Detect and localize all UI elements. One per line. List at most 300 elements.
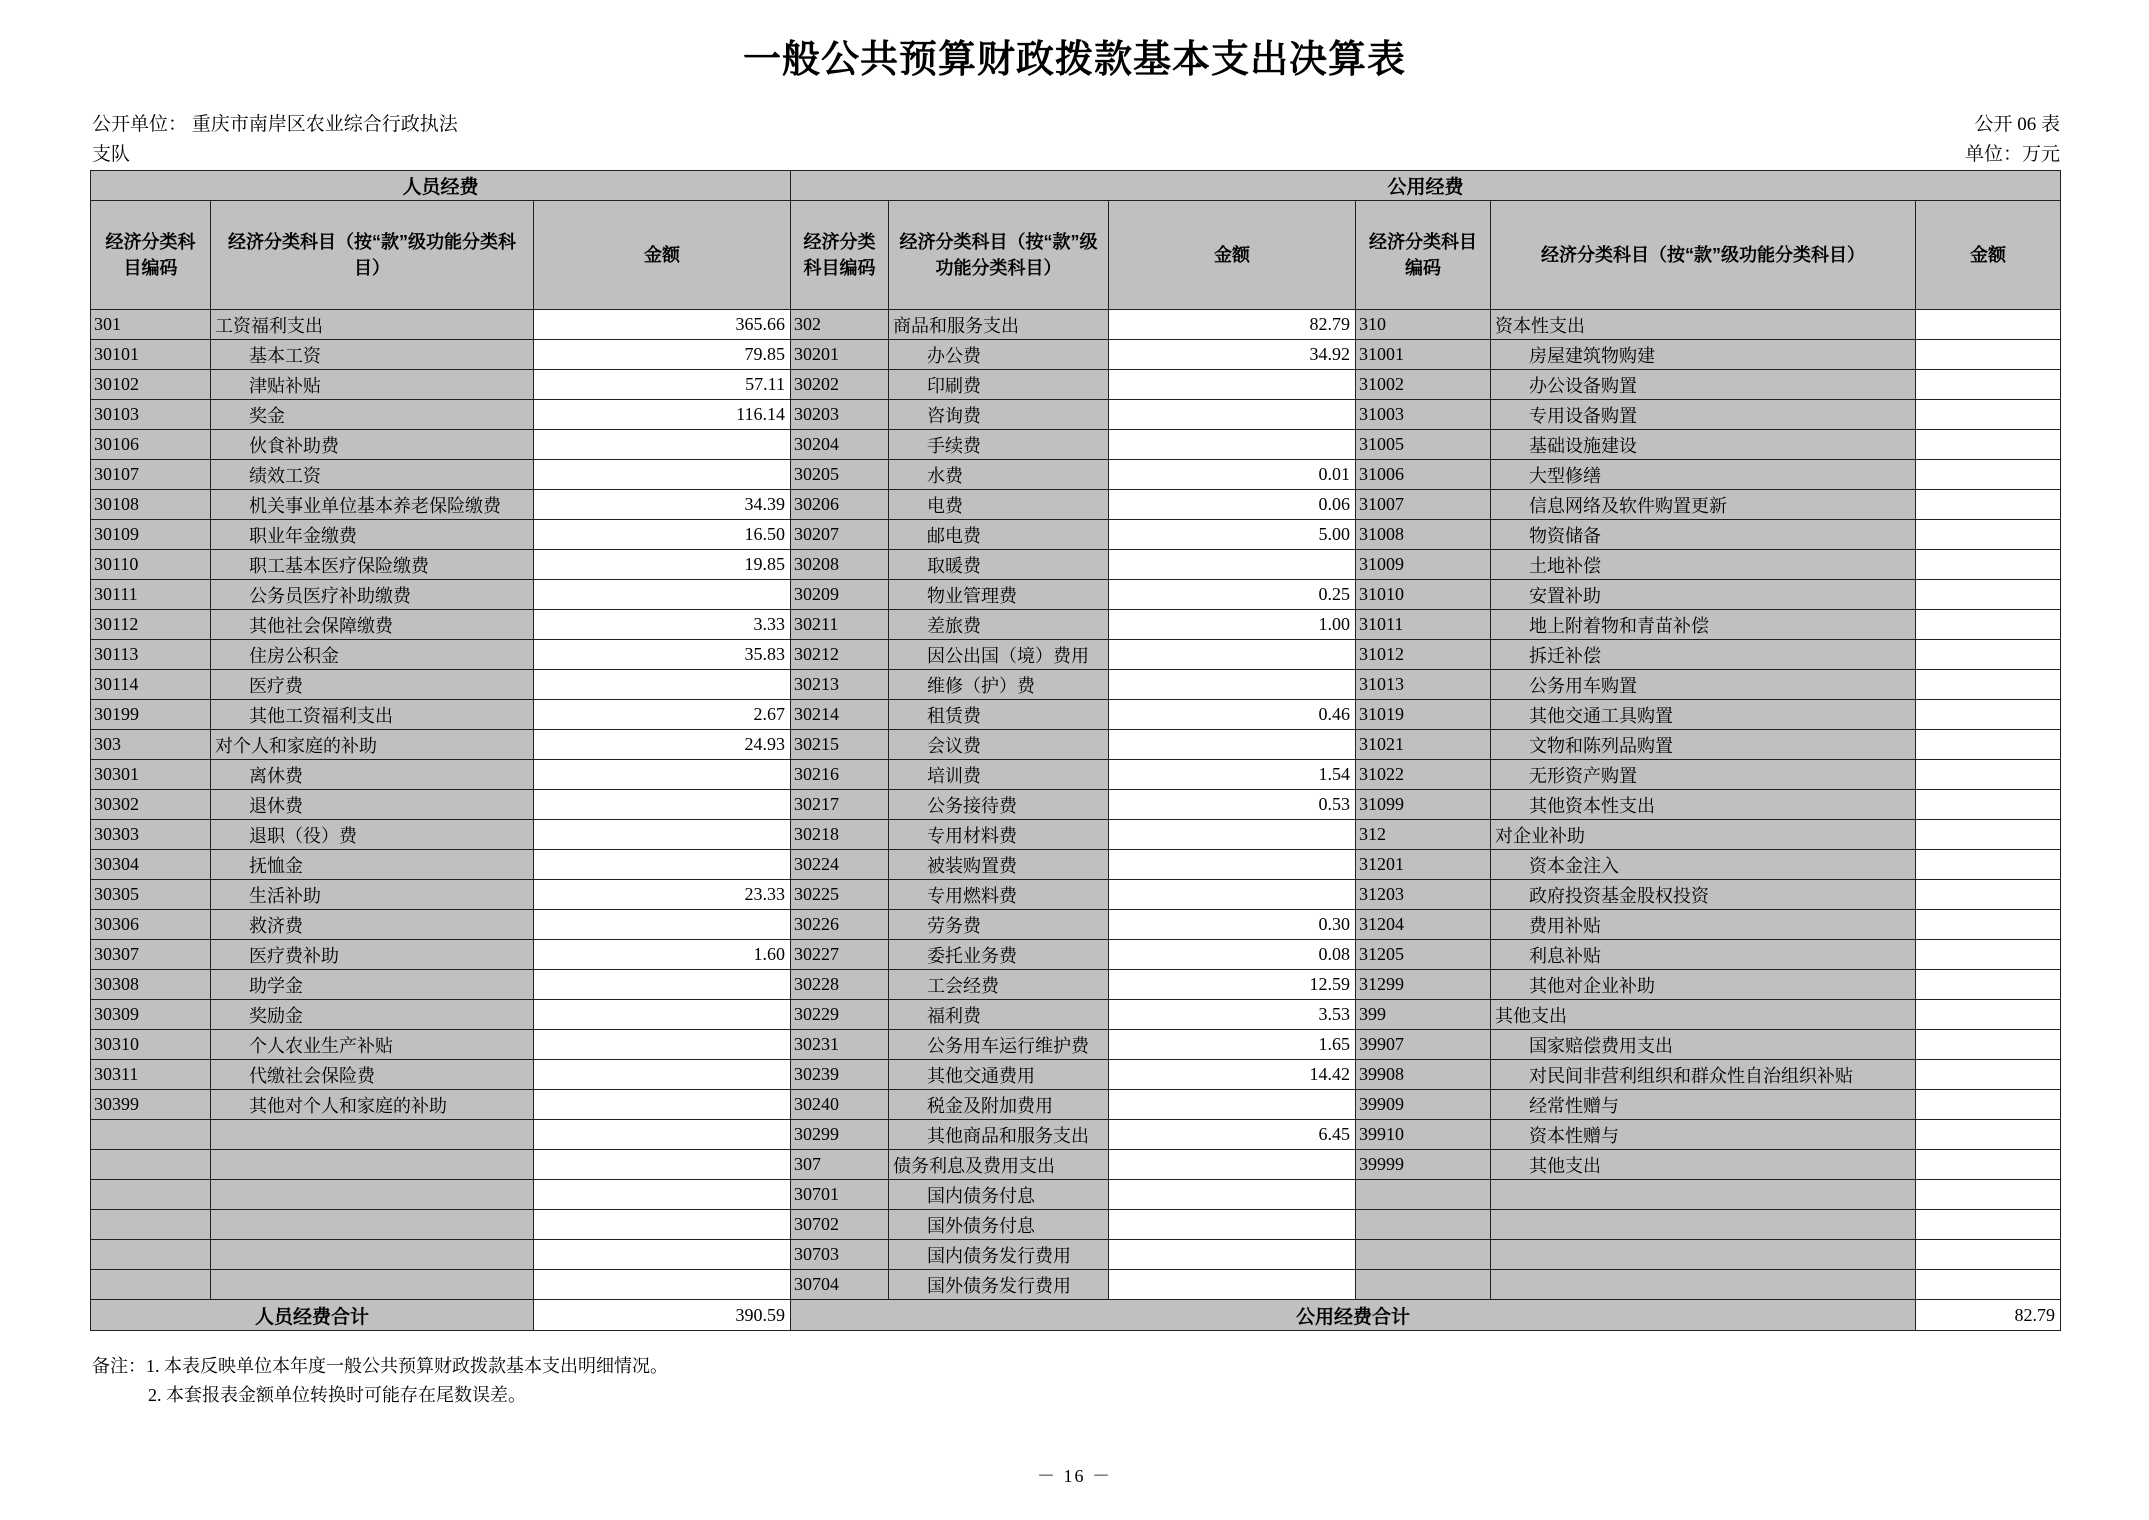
subject-cell: 土地补偿: [1491, 550, 1916, 580]
subject-cell: 其他交通费用: [889, 1060, 1109, 1090]
subject-cell: 税金及附加费用: [889, 1090, 1109, 1120]
code-cell: 30106: [91, 430, 211, 460]
code-cell: 30112: [91, 610, 211, 640]
amount-cell: [534, 910, 791, 940]
subject-cell: 助学金: [211, 970, 534, 1000]
subject-cell: 抚恤金: [211, 850, 534, 880]
subject-cell: 医疗费: [211, 670, 534, 700]
code-cell: 30701: [791, 1180, 889, 1210]
table-row: [91, 610, 2061, 640]
table-row: [91, 700, 2061, 730]
code-cell: 31013: [1356, 670, 1491, 700]
amount-cell: [1916, 700, 2061, 730]
footnote-1: 备注：1. 本表反映单位本年度一般公共预算财政拨款基本支出明细情况。: [92, 1356, 668, 1376]
col-header-subject-2: 经济分类科目（按“款”级功能分类科目）: [889, 201, 1109, 310]
amount-cell: [534, 1030, 791, 1060]
totals-row: [91, 1300, 2061, 1331]
amount-cell: 0.08: [1109, 940, 1356, 970]
subject-cell: 被装购置费: [889, 850, 1109, 880]
code-cell: 30301: [91, 760, 211, 790]
code-cell: 30204: [791, 430, 889, 460]
code-cell: 39910: [1356, 1120, 1491, 1150]
subject-cell: 个人农业生产补贴: [211, 1030, 534, 1060]
subject-cell: 培训费: [889, 760, 1109, 790]
code-cell: 30299: [791, 1120, 889, 1150]
code-cell: 312: [1356, 820, 1491, 850]
subject-cell: [211, 1240, 534, 1270]
code-cell: 30218: [791, 820, 889, 850]
amount-cell: 5.00: [1109, 520, 1356, 550]
amount-cell: [1916, 1120, 2061, 1150]
subject-cell: 其他社会保障缴费: [211, 610, 534, 640]
subject-cell: [211, 1210, 534, 1240]
code-cell: 39907: [1356, 1030, 1491, 1060]
amount-cell: [1916, 670, 2061, 700]
subject-cell: 对企业补助: [1491, 820, 1916, 850]
code-cell: 31006: [1356, 460, 1491, 490]
subject-cell: 租赁费: [889, 700, 1109, 730]
subject-cell: 办公费: [889, 340, 1109, 370]
amount-cell: 116.14: [534, 400, 791, 430]
code-cell: 39999: [1356, 1150, 1491, 1180]
amount-cell: [1916, 1060, 2061, 1090]
amount-cell: [1109, 850, 1356, 880]
code-cell: 31099: [1356, 790, 1491, 820]
amount-cell: [1109, 370, 1356, 400]
subject-cell: 办公设备购置: [1491, 370, 1916, 400]
col-header-code-2: 经济分类科目编码: [791, 201, 889, 310]
subject-cell: [211, 1270, 534, 1300]
code-cell: 303: [91, 730, 211, 760]
budget-table: [90, 170, 2061, 1331]
amount-cell: [534, 970, 791, 1000]
code-cell: 30308: [91, 970, 211, 1000]
code-cell: 30202: [791, 370, 889, 400]
budget-table-wrapper: [90, 170, 2061, 1331]
subject-cell: [211, 1180, 534, 1210]
amount-cell: [1916, 550, 2061, 580]
amount-cell: [1916, 1270, 2061, 1300]
code-cell: [1356, 1210, 1491, 1240]
code-cell: 31204: [1356, 910, 1491, 940]
table-row: [91, 430, 2061, 460]
table-row: [91, 790, 2061, 820]
section-personnel: 人员经费: [91, 171, 791, 201]
meta-publish-unit: [92, 110, 458, 170]
amount-cell: [1916, 460, 2061, 490]
code-cell: 30309: [91, 1000, 211, 1030]
code-cell: [91, 1150, 211, 1180]
amount-cell: [1916, 610, 2061, 640]
table-row: [91, 1240, 2061, 1270]
amount-cell: [534, 820, 791, 850]
amount-cell: [1916, 1000, 2061, 1030]
amount-cell: [1916, 520, 2061, 550]
code-cell: [1356, 1240, 1491, 1270]
code-cell: 31003: [1356, 400, 1491, 430]
subject-cell: 生活补助: [211, 880, 534, 910]
table-row: [91, 910, 2061, 940]
code-cell: 30305: [91, 880, 211, 910]
code-cell: 30228: [791, 970, 889, 1000]
code-cell: 30103: [91, 400, 211, 430]
col-header-code-3: 经济分类科目编码: [1356, 201, 1491, 310]
subject-cell: 劳务费: [889, 910, 1109, 940]
publish-unit-line2: 支队: [92, 144, 131, 165]
subject-cell: 工资福利支出: [211, 310, 534, 340]
amount-cell: 1.00: [1109, 610, 1356, 640]
subject-cell: 因公出国（境）费用: [889, 640, 1109, 670]
subject-cell: [1491, 1240, 1916, 1270]
amount-cell: [534, 790, 791, 820]
code-cell: 30226: [791, 910, 889, 940]
amount-cell: [1109, 640, 1356, 670]
subject-cell: 福利费: [889, 1000, 1109, 1030]
section-header-row: [91, 171, 2061, 201]
code-cell: 30205: [791, 460, 889, 490]
subject-cell: 取暖费: [889, 550, 1109, 580]
code-cell: 30216: [791, 760, 889, 790]
table-row: [91, 490, 2061, 520]
amount-cell: [1916, 730, 2061, 760]
table-row: [91, 1120, 2061, 1150]
subject-cell: 公务用车购置: [1491, 670, 1916, 700]
column-header-row: [91, 201, 2061, 310]
amount-cell: 6.45: [1109, 1120, 1356, 1150]
code-cell: 31022: [1356, 760, 1491, 790]
amount-cell: 0.25: [1109, 580, 1356, 610]
code-cell: 31002: [1356, 370, 1491, 400]
amount-cell: [1916, 1210, 2061, 1240]
code-cell: 30225: [791, 880, 889, 910]
code-cell: 31009: [1356, 550, 1491, 580]
amount-cell: [1109, 670, 1356, 700]
subject-cell: 利息补贴: [1491, 940, 1916, 970]
amount-cell: 35.83: [534, 640, 791, 670]
amount-cell: 19.85: [534, 550, 791, 580]
amount-cell: [1916, 1180, 2061, 1210]
subject-cell: 信息网络及软件购置更新: [1491, 490, 1916, 520]
code-cell: 30214: [791, 700, 889, 730]
subject-cell: 其他商品和服务支出: [889, 1120, 1109, 1150]
subject-cell: 拆迁补偿: [1491, 640, 1916, 670]
amount-cell: [1916, 400, 2061, 430]
amount-cell: [1109, 880, 1356, 910]
amount-cell: 1.54: [1109, 760, 1356, 790]
subject-cell: 经常性赠与: [1491, 1090, 1916, 1120]
code-cell: [1356, 1180, 1491, 1210]
table-row: [91, 370, 2061, 400]
subject-cell: 国内债务发行费用: [889, 1240, 1109, 1270]
table-row: [91, 1270, 2061, 1300]
code-cell: 39908: [1356, 1060, 1491, 1090]
amount-cell: [1916, 1030, 2061, 1060]
col-header-subject-1: 经济分类科目（按“款”级功能分类科目）: [211, 201, 534, 310]
amount-cell: 34.39: [534, 490, 791, 520]
footnote-2: 2. 本套报表金额单位转换时可能存在尾数误差。: [148, 1385, 526, 1405]
code-cell: 31010: [1356, 580, 1491, 610]
table-row: [91, 880, 2061, 910]
subject-cell: 委托业务费: [889, 940, 1109, 970]
code-cell: 30203: [791, 400, 889, 430]
code-cell: 310: [1356, 310, 1491, 340]
table-row: [91, 520, 2061, 550]
amount-cell: 34.92: [1109, 340, 1356, 370]
code-cell: [91, 1180, 211, 1210]
amount-cell: [1916, 1090, 2061, 1120]
table-row: [91, 580, 2061, 610]
amount-cell: 0.46: [1109, 700, 1356, 730]
subject-cell: 物资储备: [1491, 520, 1916, 550]
table-row: [91, 1090, 2061, 1120]
subject-cell: 其他工资福利支出: [211, 700, 534, 730]
personnel-total-label: 人员经费合计: [91, 1300, 534, 1331]
table-row: [91, 670, 2061, 700]
amount-cell: 82.79: [1109, 310, 1356, 340]
subject-cell: 基础设施建设: [1491, 430, 1916, 460]
subject-cell: 债务利息及费用支出: [889, 1150, 1109, 1180]
subject-cell: 其他交通工具购置: [1491, 700, 1916, 730]
amount-cell: [1109, 820, 1356, 850]
code-cell: [91, 1120, 211, 1150]
amount-cell: 0.06: [1109, 490, 1356, 520]
code-cell: 30224: [791, 850, 889, 880]
amount-cell: [534, 850, 791, 880]
subject-cell: 其他支出: [1491, 1150, 1916, 1180]
table-row: [91, 940, 2061, 970]
subject-cell: [211, 1150, 534, 1180]
subject-cell: 职工基本医疗保险缴费: [211, 550, 534, 580]
amount-cell: 57.11: [534, 370, 791, 400]
code-cell: 307: [791, 1150, 889, 1180]
code-cell: 31019: [1356, 700, 1491, 730]
code-cell: 30303: [91, 820, 211, 850]
amount-cell: [1916, 340, 2061, 370]
amount-cell: 23.33: [534, 880, 791, 910]
subject-cell: 商品和服务支出: [889, 310, 1109, 340]
subject-cell: 对个人和家庭的补助: [211, 730, 534, 760]
table-row: [91, 340, 2061, 370]
code-cell: 31012: [1356, 640, 1491, 670]
amount-cell: [1109, 1210, 1356, 1240]
amount-cell: [1916, 640, 2061, 670]
code-cell: 30215: [791, 730, 889, 760]
publish-unit-line1: 公开单位： 重庆市南岸区农业综合行政执法: [92, 114, 458, 135]
subject-cell: 印刷费: [889, 370, 1109, 400]
table-row: [91, 850, 2061, 880]
code-cell: 30231: [791, 1030, 889, 1060]
subject-cell: 国外债务付息: [889, 1210, 1109, 1240]
code-cell: 31299: [1356, 970, 1491, 1000]
amount-cell: [1109, 400, 1356, 430]
subject-cell: 住房公积金: [211, 640, 534, 670]
table-row: [91, 1000, 2061, 1030]
code-cell: 31011: [1356, 610, 1491, 640]
table-row: [91, 1150, 2061, 1180]
subject-cell: 国内债务付息: [889, 1180, 1109, 1210]
amount-cell: [1916, 820, 2061, 850]
subject-cell: 房屋建筑物购建: [1491, 340, 1916, 370]
amount-cell: [1916, 850, 2061, 880]
subject-cell: 安置补助: [1491, 580, 1916, 610]
code-cell: 30107: [91, 460, 211, 490]
amount-cell: [1109, 1240, 1356, 1270]
code-cell: 31203: [1356, 880, 1491, 910]
code-cell: 30307: [91, 940, 211, 970]
amount-cell: [1916, 910, 2061, 940]
amount-cell: [1916, 880, 2061, 910]
table-row: [91, 760, 2061, 790]
col-header-amount-2: 金额: [1109, 201, 1356, 310]
code-cell: 30306: [91, 910, 211, 940]
subject-cell: 其他支出: [1491, 1000, 1916, 1030]
amount-cell: 3.33: [534, 610, 791, 640]
table-row: [91, 730, 2061, 760]
subject-cell: [1491, 1270, 1916, 1300]
code-cell: 30201: [791, 340, 889, 370]
subject-cell: [1491, 1210, 1916, 1240]
amount-cell: 1.60: [534, 940, 791, 970]
col-header-code-1: 经济分类科目编码: [91, 201, 211, 310]
amount-cell: [1109, 1180, 1356, 1210]
subject-cell: 工会经费: [889, 970, 1109, 1000]
subject-cell: 基本工资: [211, 340, 534, 370]
amount-cell: [534, 1270, 791, 1300]
amount-cell: 1.65: [1109, 1030, 1356, 1060]
page-title: 一般公共预算财政拨款基本支出决算表: [742, 39, 1406, 81]
amount-cell: [1916, 1240, 2061, 1270]
subject-cell: 国外债务发行费用: [889, 1270, 1109, 1300]
subject-cell: 奖金: [211, 400, 534, 430]
code-cell: 30110: [91, 550, 211, 580]
code-cell: 30209: [791, 580, 889, 610]
amount-cell: [534, 1060, 791, 1090]
amount-cell: [1916, 790, 2061, 820]
subject-cell: 医疗费补助: [211, 940, 534, 970]
table-number: 公开 06 表: [1974, 114, 2060, 135]
col-header-amount-3: 金额: [1916, 201, 2061, 310]
subject-cell: 维修（护）费: [889, 670, 1109, 700]
code-cell: 30399: [91, 1090, 211, 1120]
subject-cell: 专用材料费: [889, 820, 1109, 850]
amount-cell: [1916, 310, 2061, 340]
code-cell: 30206: [791, 490, 889, 520]
code-cell: 30199: [91, 700, 211, 730]
subject-cell: [211, 1120, 534, 1150]
table-row: [91, 640, 2061, 670]
amount-cell: 16.50: [534, 520, 791, 550]
subject-cell: 费用补贴: [1491, 910, 1916, 940]
amount-cell: 365.66: [534, 310, 791, 340]
code-cell: 30304: [91, 850, 211, 880]
subject-cell: 手续费: [889, 430, 1109, 460]
code-cell: 30101: [91, 340, 211, 370]
subject-cell: 绩效工资: [211, 460, 534, 490]
code-cell: 39909: [1356, 1090, 1491, 1120]
subject-cell: [1491, 1180, 1916, 1210]
amount-cell: 24.93: [534, 730, 791, 760]
code-cell: 30702: [791, 1210, 889, 1240]
amount-cell: [534, 1120, 791, 1150]
amount-cell: [534, 580, 791, 610]
amount-cell: 14.42: [1109, 1060, 1356, 1090]
amount-cell: [1109, 550, 1356, 580]
subject-cell: 专用燃料费: [889, 880, 1109, 910]
code-cell: [91, 1270, 211, 1300]
code-cell: 30704: [791, 1270, 889, 1300]
code-cell: 30229: [791, 1000, 889, 1030]
code-cell: 30213: [791, 670, 889, 700]
public-total-amount: 82.79: [1916, 1300, 2061, 1331]
code-cell: [91, 1240, 211, 1270]
subject-cell: 其他对个人和家庭的补助: [211, 1090, 534, 1120]
meta-table-info: [1965, 110, 2060, 170]
amount-cell: [534, 460, 791, 490]
amount-cell: 2.67: [534, 700, 791, 730]
subject-cell: 物业管理费: [889, 580, 1109, 610]
table-row: [91, 970, 2061, 1000]
code-cell: 31021: [1356, 730, 1491, 760]
code-cell: 30111: [91, 580, 211, 610]
code-cell: 30212: [791, 640, 889, 670]
code-cell: 30208: [791, 550, 889, 580]
amount-cell: [534, 430, 791, 460]
personnel-total-amount: 390.59: [534, 1300, 791, 1331]
amount-cell: [534, 1090, 791, 1120]
table-row: [91, 1210, 2061, 1240]
subject-cell: 会议费: [889, 730, 1109, 760]
subject-cell: 公务接待费: [889, 790, 1109, 820]
amount-cell: 0.30: [1109, 910, 1356, 940]
table-row: [91, 310, 2061, 340]
amount-cell: [1109, 430, 1356, 460]
subject-cell: 资本性支出: [1491, 310, 1916, 340]
amount-cell: [1916, 430, 2061, 460]
subject-cell: 离休费: [211, 760, 534, 790]
table-row: [91, 1030, 2061, 1060]
subject-cell: 公务用车运行维护费: [889, 1030, 1109, 1060]
subject-cell: 文物和陈列品购置: [1491, 730, 1916, 760]
subject-cell: 资本金注入: [1491, 850, 1916, 880]
code-cell: 30207: [791, 520, 889, 550]
amount-cell: [1109, 1270, 1356, 1300]
money-unit: 单位：万元: [1964, 144, 2060, 165]
table-row: [91, 550, 2061, 580]
section-public: 公用经费: [791, 171, 2061, 201]
table-row: [91, 1180, 2061, 1210]
table-body: [91, 310, 2061, 1300]
subject-cell: 职业年金缴费: [211, 520, 534, 550]
col-header-subject-3: 经济分类科目（按“款”级功能分类科目）: [1491, 201, 1916, 310]
code-cell: 30217: [791, 790, 889, 820]
amount-cell: [1916, 940, 2061, 970]
amount-cell: [1916, 580, 2061, 610]
amount-cell: [1916, 1150, 2061, 1180]
footnotes: [92, 1352, 668, 1410]
code-cell: 30102: [91, 370, 211, 400]
subject-cell: 其他对企业补助: [1491, 970, 1916, 1000]
code-cell: 30311: [91, 1060, 211, 1090]
page-number: － 16 －: [1037, 1466, 1112, 1486]
subject-cell: 对民间非营利组织和群众性自治组织补贴: [1491, 1060, 1916, 1090]
table-row: [91, 1060, 2061, 1090]
subject-cell: 伙食补助费: [211, 430, 534, 460]
code-cell: 30310: [91, 1030, 211, 1060]
subject-cell: 地上附着物和青苗补偿: [1491, 610, 1916, 640]
code-cell: 31001: [1356, 340, 1491, 370]
col-header-amount-1: 金额: [534, 201, 791, 310]
amount-cell: [534, 1000, 791, 1030]
